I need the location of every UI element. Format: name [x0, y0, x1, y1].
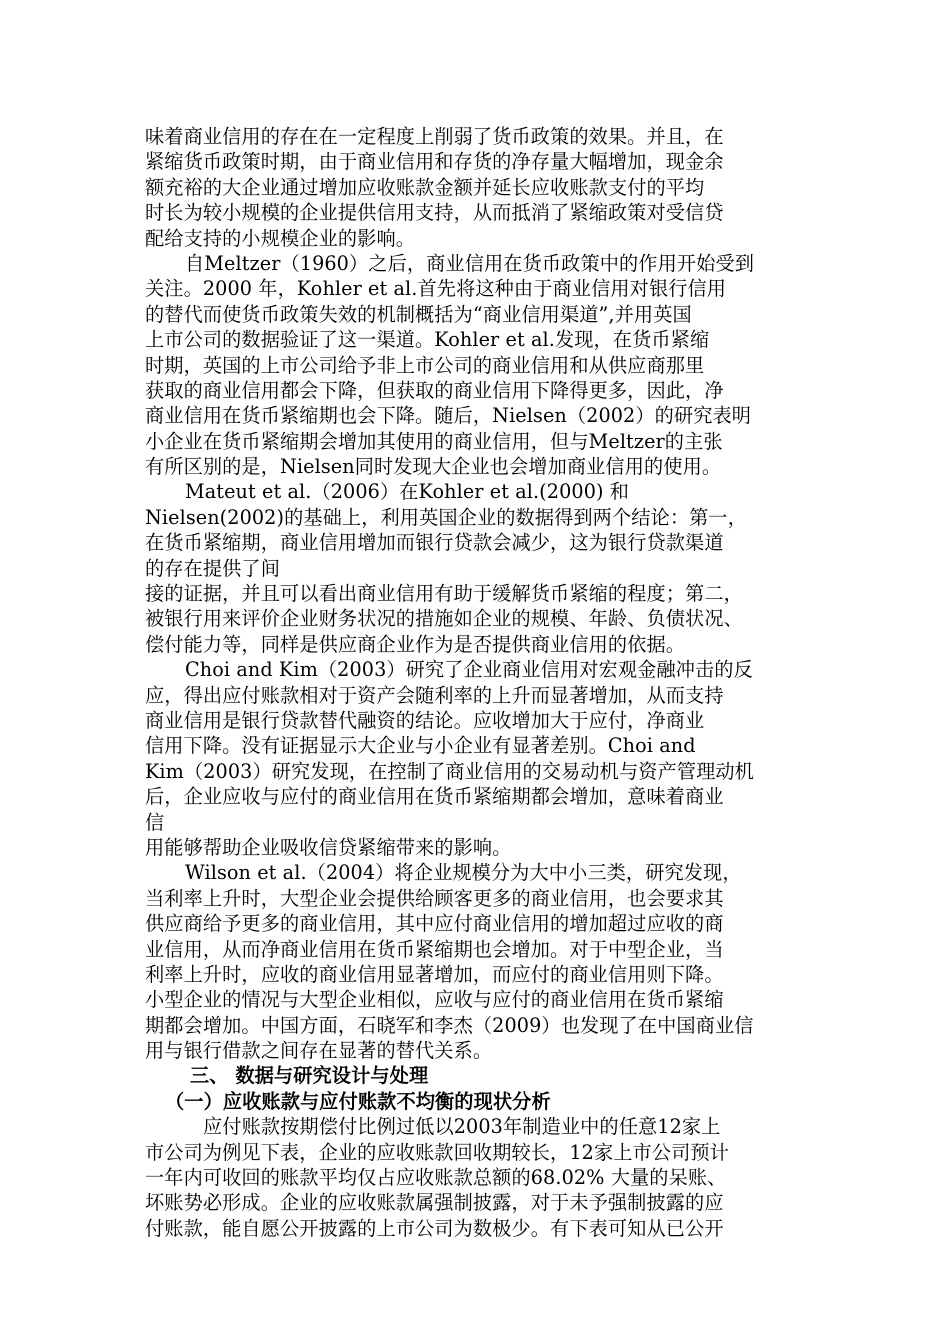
text-line: 应，得出应付账款相对于资产会随利率的上升而显著增加，从而支持 — [145, 683, 724, 707]
text-line: 接的证据，并且可以看出商业信用有助于缓解货币紧缩的程度；第二， — [145, 582, 743, 606]
text-line: 味着商业信用的存在在一定程度上削弱了货币政策的效果。并且，在 — [145, 125, 724, 148]
text-line: 上市公司的数据验证了这一渠道。Kohler et al.发现，在货币紧缩 — [145, 328, 710, 352]
paragraph-start-line: 自Meltzer（1960）之后，商业信用在货币政策中的作用开始受到 — [185, 251, 755, 275]
paragraph-start-line: Mateut et al.（2006）在Kohler et al.(2000) 和 — [185, 480, 630, 504]
text-line: 商业信用是银行贷款替代融资的结论。应收增加大于应付，净商业 — [145, 708, 705, 732]
text-line: 当利率上升时，大型企业会提供给顾客更多的商业信用，也会要求其 — [145, 886, 724, 910]
text-line: 市公司为例见下表，企业的应收账款回收期较长，12家上市公司预计 — [145, 1140, 729, 1164]
text-line: 关注。2000 年，Kohler et al.首先将这种由于商业信用对银行信用 — [145, 277, 727, 301]
text-line: 紧缩货币政策时期，由于商业信用和存货的净存量大幅增加，现金余 — [145, 150, 724, 174]
text-line: 用能够帮助企业吸收信贷紧缩带来的影响。 — [145, 835, 512, 859]
subsection-heading: （一）应收账款与应付账款不均衡的现状分析 — [165, 1089, 551, 1113]
text-line: 小型企业的情况与大型企业相似，应收与应付的商业信用在货币紧缩 — [145, 988, 724, 1012]
text-line: 坏账势必形成。企业的应收账款属强制披露，对于未予强制披露的应 — [145, 1191, 724, 1215]
text-line: 付账款，能自愿公开披露的上市公司为数极少。有下表可知从已公开 — [145, 1216, 724, 1240]
text-line: 信用下降。没有证据显示大企业与小企业有显著差别。Choi and — [145, 734, 696, 758]
section-heading: 三、 数据与研究设计与处理 — [190, 1064, 429, 1088]
text-line: 后，企业应收与应付的商业信用在货币紧缩期都会增加，意味着商业 — [145, 785, 724, 809]
text-line: 信 — [145, 810, 165, 834]
text-line: 小企业在货币紧缩期会增加其使用的商业信用，但与Meltzer的主张 — [145, 429, 723, 453]
text-line: 配给支持的小规模企业的影响。 — [145, 226, 416, 250]
text-line: 在货币紧缩期，商业信用增加而银行贷款会减少，这为银行贷款渠道 — [145, 531, 724, 555]
text-line: 时期，英国的上市公司给予非上市公司的商业信用和从供应商那里 — [145, 353, 705, 377]
text-line: Kim（2003）研究发现，在控制了商业信用的交易动机与资产管理动机 — [145, 759, 754, 783]
paragraph-start-line: Wilson et al.（2004）将企业规模分为大中小三类，研究发现， — [185, 861, 742, 885]
text-line: 获取的商业信用都会下降，但获取的商业信用下降得更多，因此，净 — [145, 378, 724, 402]
text-line: 被银行用来评价企业财务状况的措施如企业的规模、年龄、负债状况、 — [145, 607, 743, 631]
text-line: 用与银行借款之间存在显著的替代关系。 — [145, 1039, 493, 1063]
text-line: 时长为较小规模的企业提供信用支持，从而抵消了紧缩政策对受信贷 — [145, 201, 724, 225]
text-line: 额充裕的大企业通过增加应收账款金额并延长应收账款支付的平均 — [145, 175, 705, 199]
text-line: Nielsen(2002)的基础上，利用英国企业的数据得到两个结论：第一， — [145, 505, 747, 529]
text-line: 商业信用在货币紧缩期也会下降。随后，Nielsen（2002）的研究表明 — [145, 404, 752, 428]
text-line: 利率上升时，应收的商业信用显著增加，而应付的商业信用则下降。 — [145, 962, 724, 986]
body-text — [145, 124, 825, 1241]
text-line: 的替代而使货币政策失效的机制概括为“商业信用渠道”,并用英国 — [145, 302, 692, 326]
text-line: 期都会增加。中国方面，石晓军和李杰（2009）也发现了在中国商业信 — [145, 1013, 754, 1037]
text-line: 业信用，从而净商业信用在货币紧缩期也会增加。对于中型企业，当 — [145, 937, 724, 961]
text-line: 的存在提供了间 — [145, 556, 281, 580]
paragraph-start-line: Choi and Kim（2003）研究了企业商业信用对宏观金融冲击的反 — [185, 658, 753, 682]
text-line: 供应商给予更多的商业信用，其中应付商业信用的增加超过应收的商 — [145, 912, 724, 936]
text-line: 有所区别的是，Nielsen同时发现大企业也会增加商业信用的使用。 — [145, 455, 722, 479]
text-line: 一年内可收回的账款平均仅占应收账款总额的68.02% 大量的呆账、 — [145, 1166, 727, 1190]
paragraph-start-line: 应付账款按期偿付比例过低以2003年制造业中的任意12家上 — [203, 1115, 721, 1139]
text-line: 偿付能力等，同样是供应商企业作为是否提供商业信用的依据。 — [145, 632, 686, 656]
